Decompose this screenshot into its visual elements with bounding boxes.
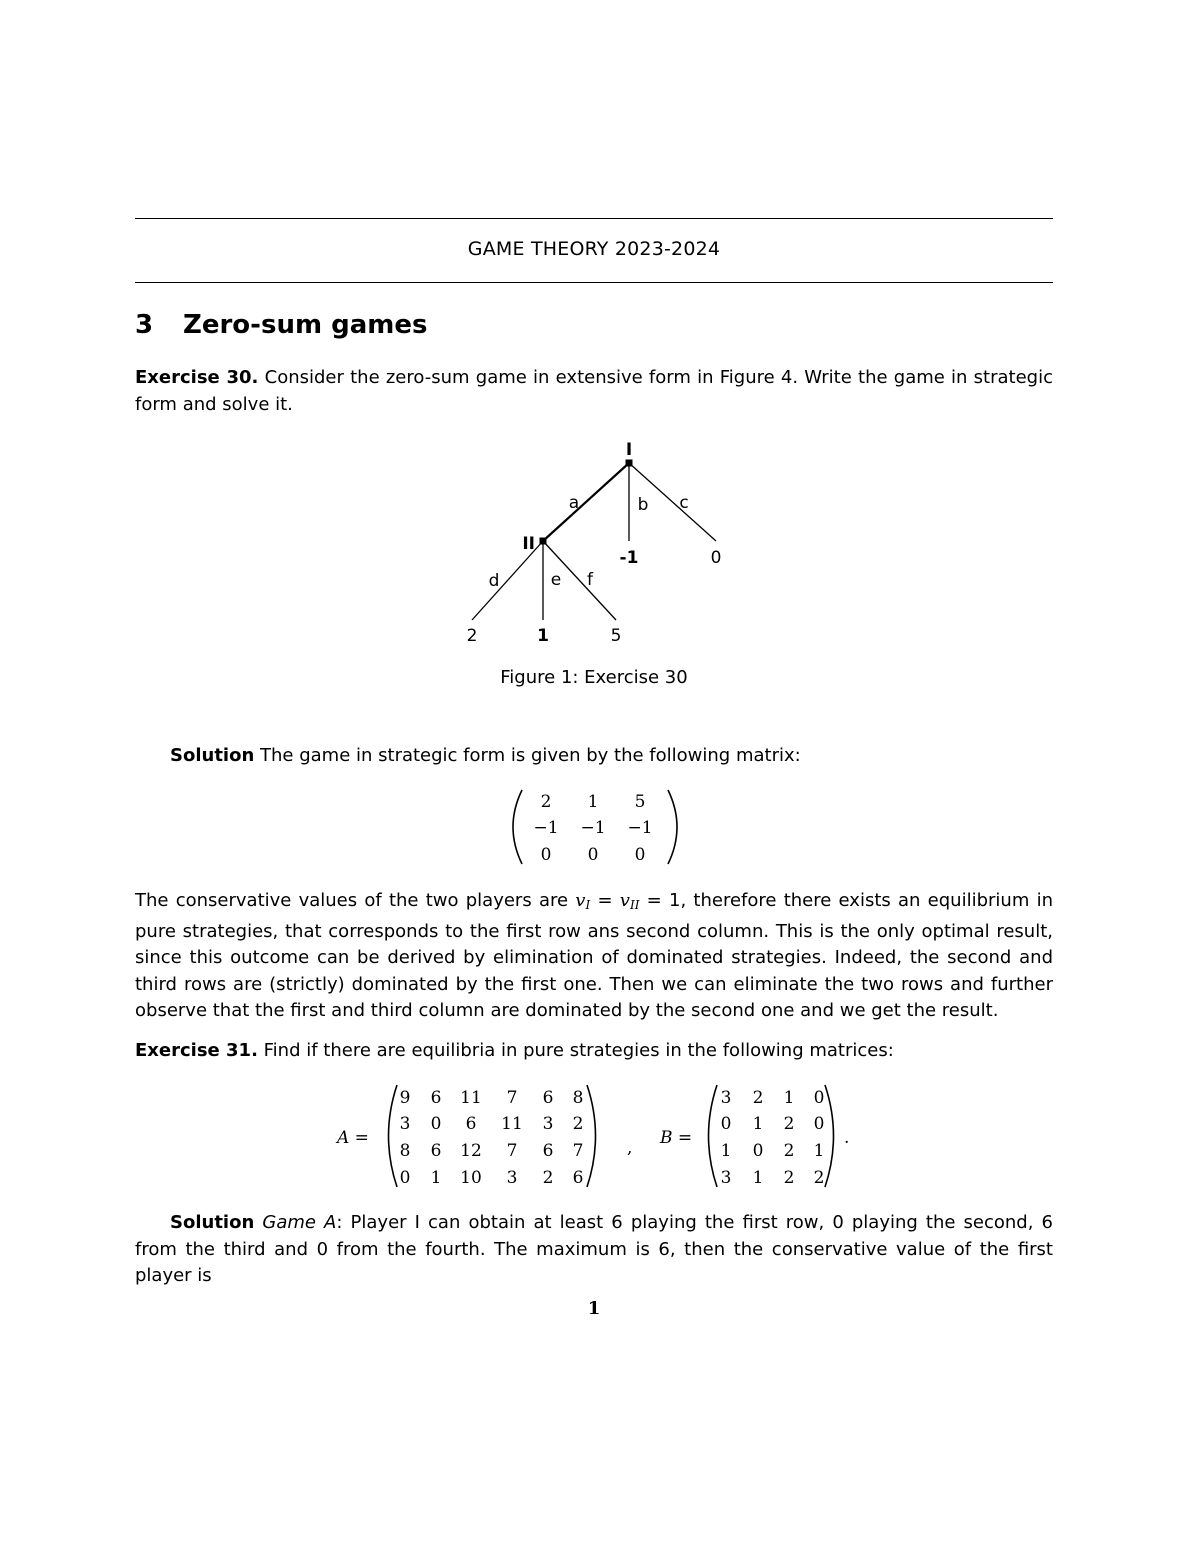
section-title: Zero-sum games bbox=[183, 310, 428, 340]
matrix-cell: 0 bbox=[720, 1114, 732, 1134]
matrix-cell: 1 bbox=[752, 1168, 764, 1188]
payoff-e: 1 bbox=[537, 626, 549, 646]
solution-30-label: Solution bbox=[170, 745, 255, 766]
matrix-cell: 0 bbox=[634, 845, 646, 865]
edge-label-b: b bbox=[637, 495, 649, 515]
matrix-cell: 0 bbox=[430, 1114, 442, 1134]
solution-30-intro-text: The game in strategic form is given by the following matrix: bbox=[260, 745, 801, 766]
matrix-cell: 2 bbox=[813, 1168, 825, 1188]
exercise-31 bbox=[135, 1038, 1053, 1065]
matrix-separator: , bbox=[627, 1138, 633, 1158]
matrix-cell: 2 bbox=[542, 1168, 554, 1188]
matrix-cell: 0 bbox=[813, 1114, 825, 1134]
matrix-cell: 9 bbox=[399, 1088, 411, 1108]
matrix-cell: 3 bbox=[720, 1168, 732, 1188]
matrix-cell: 7 bbox=[506, 1088, 518, 1108]
payoff-c: 0 bbox=[710, 548, 722, 568]
matrix-cell: 6 bbox=[542, 1141, 554, 1161]
figure-caption: Figure 1: Exercise 30 bbox=[500, 667, 688, 688]
matrix-cell: 2 bbox=[783, 1168, 795, 1188]
matrix-cell: 10 bbox=[460, 1168, 482, 1188]
math-sub-II: II bbox=[629, 898, 640, 912]
matrix-cell: 11 bbox=[460, 1088, 482, 1108]
solution-30-body bbox=[135, 888, 1053, 1025]
matrix-cell: 0 bbox=[752, 1141, 764, 1161]
edge-label-c: c bbox=[679, 493, 689, 513]
matrix-cell: 1 bbox=[783, 1088, 795, 1108]
matrix-cell: 2 bbox=[783, 1141, 795, 1161]
matrix-cell: 1 bbox=[752, 1114, 764, 1134]
matrix-cell: 0 bbox=[399, 1168, 411, 1188]
matrix-cell: 3 bbox=[506, 1168, 518, 1188]
node-label-second: II bbox=[522, 534, 535, 554]
matrix-b-right-paren bbox=[825, 1085, 834, 1187]
matrix-cell: 5 bbox=[634, 792, 646, 812]
exercise-31-text: Find if there are equilibria in pure strategies in the following matrices: bbox=[263, 1040, 894, 1061]
game-tree-figure bbox=[440, 430, 760, 655]
solution-31 bbox=[135, 1210, 1053, 1290]
page-number: 1 bbox=[587, 1298, 601, 1319]
header-rule-bottom bbox=[135, 282, 1053, 283]
solution-30-text-a: The conservative values of the two players are bbox=[135, 890, 576, 911]
exercise-30-text: Consider the zero-sum game in extensive form in Figure 4. Write the game in strategic form and solve it. bbox=[135, 367, 1053, 415]
matrix-cell: 2 bbox=[572, 1114, 584, 1134]
matrix-cell: 12 bbox=[460, 1141, 482, 1161]
exercise-30 bbox=[135, 365, 1053, 418]
matrix-cell: 8 bbox=[399, 1141, 411, 1161]
math-sub-I: I bbox=[585, 898, 591, 912]
matrix-left-paren bbox=[513, 790, 522, 864]
exercise-30-label: Exercise 30. bbox=[135, 367, 259, 388]
matrix-b-left-paren bbox=[709, 1085, 718, 1187]
matrix-cell: 1 bbox=[720, 1141, 732, 1161]
node-second bbox=[540, 538, 547, 545]
math-eq-2: = 1 bbox=[639, 890, 681, 911]
strategic-form-matrix bbox=[500, 786, 690, 868]
matrix-cell: 11 bbox=[501, 1114, 523, 1134]
matrix-cell: 8 bbox=[572, 1088, 584, 1108]
matrix-cell: 0 bbox=[813, 1088, 825, 1108]
matrix-cell: 3 bbox=[399, 1114, 411, 1134]
matrix-cell: 7 bbox=[572, 1141, 584, 1161]
matrices-a-b bbox=[325, 1080, 865, 1192]
payoff-d: 2 bbox=[466, 626, 478, 646]
matrix-b-label: B = bbox=[660, 1128, 693, 1148]
solution-30-intro bbox=[135, 743, 1053, 770]
matrix-a-right-paren bbox=[587, 1085, 596, 1187]
edge-label-f: f bbox=[587, 570, 593, 590]
node-root bbox=[626, 460, 633, 467]
edge-a bbox=[543, 463, 629, 541]
matrix-cell: 1 bbox=[587, 792, 599, 812]
matrix-cell: −1 bbox=[627, 818, 653, 838]
matrix-cell: 6 bbox=[572, 1168, 584, 1188]
matrix-cell: 1 bbox=[813, 1141, 825, 1161]
matrix-cell: 7 bbox=[506, 1141, 518, 1161]
solution-31-text: : Player I can obtain at least 6 playing the first row, 0 playing the second, 6 from the third and 0 from the fourth. The maximum is 6, then the conservative value of the first player is bbox=[135, 1212, 1053, 1286]
matrix-cell: 0 bbox=[587, 845, 599, 865]
matrix-cell: 6 bbox=[465, 1114, 477, 1134]
matrix-cell: 6 bbox=[430, 1141, 442, 1161]
node-label-root: I bbox=[625, 440, 633, 460]
solution-30-text-b: , therefore there exists an equilibrium in pure strategies, that corresponds to the first row ans second column. This is the only optimal result, since this outcome can be derived by elimination of dominated strategies. Indeed, the second and third rows are (strictly) dominated by the first one. Then we can eliminate the two rows and further observe that the first and third column are dominated by the second one and we get the result. bbox=[135, 890, 1054, 1021]
running-header: GAME THEORY 2023-2024 bbox=[467, 238, 721, 260]
matrix-a-label: A = bbox=[337, 1128, 369, 1148]
matrix-cell: −1 bbox=[580, 818, 606, 838]
solution-31-label: Solution bbox=[170, 1212, 255, 1233]
matrix-cell: 0 bbox=[540, 845, 552, 865]
matrix-cell: 2 bbox=[783, 1114, 795, 1134]
edge-label-e: e bbox=[550, 570, 562, 590]
solution-31-game: Game A bbox=[262, 1212, 337, 1233]
matrix-cell: 1 bbox=[430, 1168, 442, 1188]
edge-label-d: d bbox=[488, 571, 500, 591]
exercise-31-label: Exercise 31. bbox=[135, 1040, 258, 1061]
matrix-cell: 2 bbox=[752, 1088, 764, 1108]
matrix-right-paren bbox=[668, 790, 677, 864]
section-heading bbox=[135, 310, 427, 340]
section-number: 3 bbox=[135, 310, 154, 340]
matrix-end-period: . bbox=[844, 1128, 850, 1148]
payoff-f: 5 bbox=[610, 626, 622, 646]
math-v-I: v bbox=[575, 890, 586, 911]
matrix-cell: 3 bbox=[720, 1088, 732, 1108]
matrix-cell: 3 bbox=[542, 1114, 554, 1134]
matrix-cell: 6 bbox=[430, 1088, 442, 1108]
header-rule-top bbox=[135, 218, 1053, 219]
matrix-cell: −1 bbox=[533, 818, 559, 838]
matrix-a-left-paren bbox=[389, 1085, 398, 1187]
math-v-II: v bbox=[619, 890, 630, 911]
matrix-cell: 6 bbox=[542, 1088, 554, 1108]
edge-label-a: a bbox=[568, 493, 580, 513]
math-eq-1: = bbox=[590, 890, 620, 911]
matrix-cell: 2 bbox=[540, 792, 552, 812]
payoff-b: -1 bbox=[619, 548, 639, 568]
